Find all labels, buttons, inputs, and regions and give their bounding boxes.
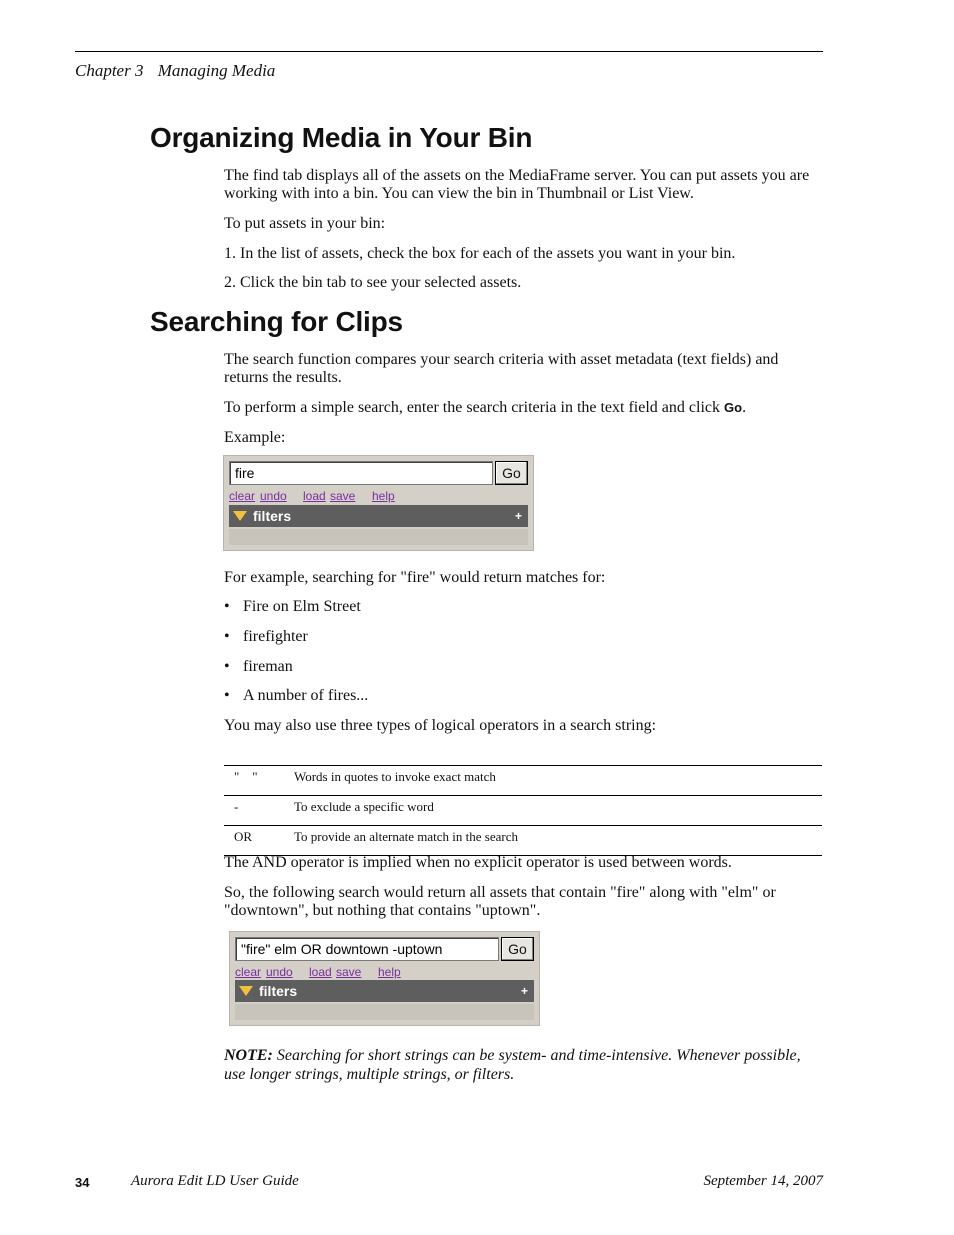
chapter-number: Chapter 3	[75, 61, 144, 80]
table-row	[224, 766, 822, 796]
operator-description: To exclude a specific word	[294, 796, 822, 826]
operator-cell: OR	[224, 826, 294, 856]
list-item: • firefighter	[224, 628, 308, 645]
publication-date: September 14, 2007	[703, 1173, 823, 1189]
list-item: • fireman	[224, 658, 293, 675]
note-paragraph	[224, 1046, 814, 1084]
help-link[interactable]: help	[378, 965, 401, 979]
searching-intro: The search function compares your search criteria with asset metadata (text fields) and returns the results.	[224, 351, 779, 386]
search-input[interactable]: fire	[229, 461, 493, 485]
help-link[interactable]: help	[372, 489, 395, 503]
save-link[interactable]: save	[330, 489, 356, 503]
filters-label: filters	[253, 508, 292, 524]
following-search-text: So, the following search would return all assets that contain "fire" along with "elm" or "downtown", but nothing that contains "uptown".	[224, 884, 776, 919]
go-button[interactable]: Go	[501, 937, 534, 961]
go-keyword: Go	[724, 400, 743, 415]
clear-link[interactable]: clear	[235, 965, 262, 979]
clear-link[interactable]: clear	[229, 489, 256, 503]
simple-search-text	[224, 399, 814, 417]
operator-description: To provide an alternate match in the search	[294, 826, 822, 856]
operators-table	[224, 765, 822, 856]
list-item: • Fire on Elm Street	[224, 598, 361, 615]
simple-search-prefix: To perform a simple search, enter the search criteria in the text field and click	[224, 399, 724, 416]
undo-link[interactable]: undo	[266, 965, 293, 979]
expand-triangle-icon	[233, 511, 247, 521]
note-text: Searching for short strings can be system- and time-intensive. Whenever possible, use longer strings, multiple strings, or filters.	[224, 1047, 801, 1083]
load-link[interactable]: load	[309, 965, 332, 979]
for-example-text: For example, searching for "fire" would return matches for:	[224, 569, 606, 586]
save-link[interactable]: save	[336, 965, 362, 979]
filters-bar[interactable]	[229, 505, 528, 527]
operator-cell: " "	[224, 766, 294, 796]
load-link[interactable]: load	[303, 489, 326, 503]
operator-description: Words in quotes to invoke exact match	[294, 766, 822, 796]
organizing-step-2: 2. Click the bin tab to see your selected assets.	[224, 274, 522, 291]
table-row	[224, 826, 822, 856]
section-title-searching: Searching for Clips	[150, 306, 403, 337]
search-input[interactable]: "fire" elm OR downtown -uptown	[235, 937, 499, 961]
filters-bar[interactable]	[235, 980, 534, 1002]
go-button[interactable]: Go	[495, 461, 528, 485]
note-label: NOTE:	[224, 1047, 273, 1064]
plus-icon[interactable]: +	[514, 509, 522, 523]
search-widget-example-2	[229, 931, 540, 1026]
search-widget-example-1	[223, 455, 534, 551]
list-item: • A number of fires...	[224, 687, 369, 704]
organizing-step-1: 1. In the list of assets, check the box for each of the assets you want in your bin.	[224, 245, 736, 262]
example-label: Example:	[224, 429, 286, 446]
filters-label: filters	[259, 983, 298, 999]
operators-intro: You may also use three types of logical operators in a search string:	[224, 717, 657, 734]
filters-panel	[229, 529, 528, 545]
organizing-lead: To put assets in your bin:	[224, 215, 386, 232]
page-number: 34	[75, 1175, 90, 1190]
chapter-title: Managing Media	[157, 61, 276, 80]
and-operator-text: The AND operator is implied when no explicit operator is used between words.	[224, 854, 732, 871]
filters-panel	[235, 1004, 534, 1020]
guide-title: Aurora Edit LD User Guide	[131, 1173, 299, 1189]
table-row	[224, 796, 822, 826]
expand-triangle-icon	[239, 986, 253, 996]
undo-link[interactable]: undo	[260, 489, 287, 503]
section-title-organizing: Organizing Media in Your Bin	[150, 122, 533, 153]
organizing-intro: The find tab displays all of the assets on the MediaFrame server. You can put assets you are working with into a bin. You can view the bin in Thumbnail or List View.	[224, 167, 810, 202]
simple-search-suffix: .	[742, 399, 747, 416]
header-rule	[75, 51, 823, 52]
operator-cell: -	[224, 796, 294, 826]
plus-icon[interactable]: +	[520, 984, 528, 998]
chapter-header	[75, 61, 275, 81]
